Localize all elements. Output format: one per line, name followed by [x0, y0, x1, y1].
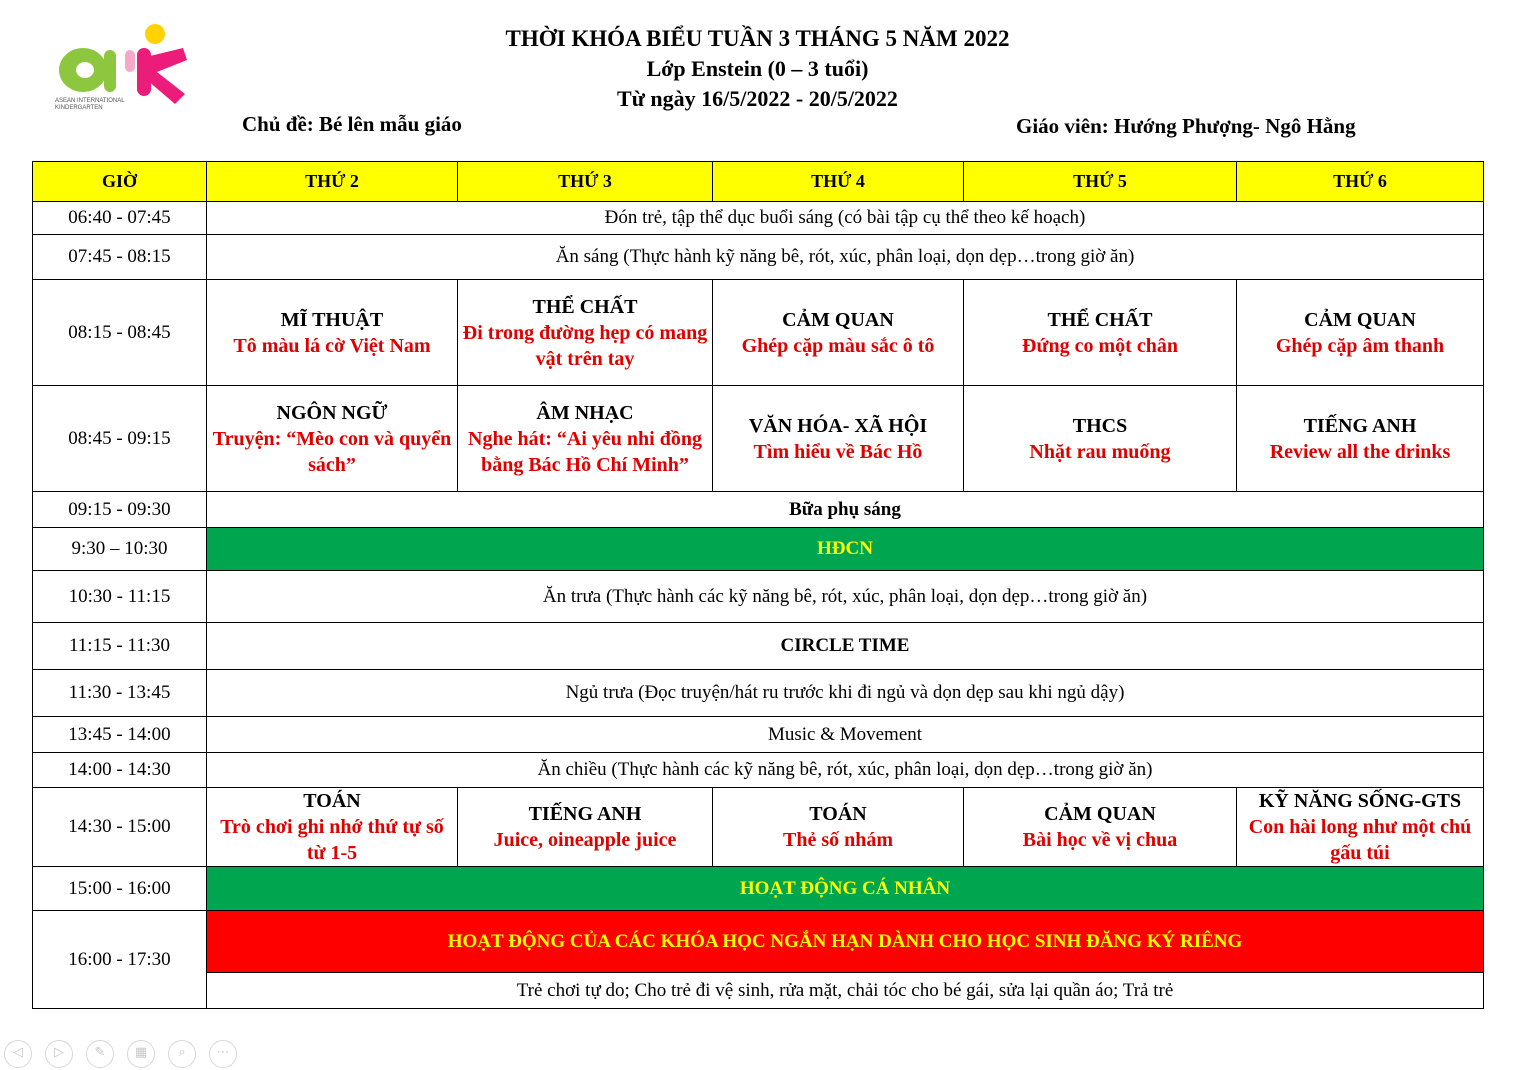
table-row — [33, 280, 1484, 386]
title-block — [420, 24, 1095, 114]
time-cell: 16:00 - 17:30 — [33, 911, 207, 1009]
table-row — [33, 386, 1484, 492]
col-header-fri: THỨ 6 — [1237, 162, 1484, 202]
lesson-cell — [1237, 788, 1484, 867]
time-cell: 06:40 - 07:45 — [33, 202, 207, 235]
activity-cell: Đón trẻ, tập thể dục buổi sáng (có bài tập cụ thể theo kế hoạch) — [207, 202, 1484, 235]
lesson-cell — [207, 386, 458, 492]
lesson-activity: Juice, oineapple juice — [493, 829, 677, 851]
lesson-activity: Tìm hiểu về Bác Hồ — [753, 440, 923, 463]
lesson-cell — [713, 280, 964, 386]
lesson-subject: CẢM QUAN — [1304, 308, 1416, 331]
time-cell: 9:30 – 10:30 — [33, 528, 207, 571]
lesson-subject: THỂ CHẤT — [1047, 308, 1153, 331]
table-row — [33, 571, 1484, 623]
svg-text:KINDERGARTEN: KINDERGARTEN — [55, 105, 103, 111]
table-row — [33, 235, 1484, 280]
activity-cell: Ngủ trưa (Đọc truyện/hát ru trước khi đi ngủ và dọn dẹp sau khi ngủ dậy) — [207, 670, 1484, 717]
lesson-activity: Ghép cặp màu sắc ô tô — [741, 334, 935, 357]
aix-logo — [55, 20, 195, 115]
slides-icon[interactable]: ▦ — [127, 1040, 155, 1068]
table-row — [33, 528, 1484, 571]
circle-time-cell: CIRCLE TIME — [207, 623, 1484, 670]
activity-cell: Ăn trưa (Thực hành các kỹ năng bê, rót, xúc, phân loại, dọn dẹp…trong giờ ăn) — [207, 571, 1484, 623]
col-header-mon: THỨ 2 — [207, 162, 458, 202]
lesson-cell — [207, 280, 458, 386]
time-cell: 07:45 - 08:15 — [33, 235, 207, 280]
lesson-activity: Bài học về vị chua — [1022, 829, 1178, 851]
activity-cell: Trẻ chơi tự do; Cho trẻ đi vệ sinh, rửa mặt, chải tóc cho bé gái, sửa lại quần áo; Trả trẻ — [207, 973, 1484, 1009]
table-row — [33, 202, 1484, 235]
lesson-activity: Đi trong đường hẹp có mang vật trên tay — [462, 321, 708, 370]
lesson-cell — [458, 788, 713, 867]
class-line: Lớp Enstein (0 – 3 tuổi) — [646, 56, 869, 81]
personal-activity-band: HOẠT ĐỘNG CÁ NHÂN — [207, 867, 1484, 911]
lesson-subject: ÂM NHẠC — [536, 401, 634, 424]
pen-icon[interactable]: ✎ — [86, 1040, 114, 1068]
lesson-cell — [1237, 386, 1484, 492]
lesson-subject: TOÁN — [809, 803, 867, 825]
more-icon[interactable]: ⋯ — [209, 1040, 237, 1068]
time-cell: 10:30 - 11:15 — [33, 571, 207, 623]
time-cell: 09:15 - 09:30 — [33, 492, 207, 528]
activity-cell: Music & Movement — [207, 717, 1484, 753]
activity-cell: Ăn sáng (Thực hành kỹ năng bê, rót, xúc, phân loại, dọn dẹp…trong giờ ăn) — [207, 235, 1484, 280]
lesson-activity: Ghép cặp âm thanh — [1275, 334, 1445, 357]
lesson-activity: Review all the drinks — [1269, 440, 1451, 463]
lesson-cell — [964, 280, 1237, 386]
lesson-cell — [458, 386, 713, 492]
lesson-activity: Truyện: “Mèo con và quyển sách” — [212, 427, 452, 476]
table-row — [33, 867, 1484, 911]
table-row — [33, 911, 1484, 973]
lesson-subject: TIẾNG ANH — [528, 803, 642, 825]
schedule-title: THỜI KHÓA BIỂU TUẦN 3 THÁNG 5 NĂM 2022 — [505, 26, 1010, 51]
lesson-cell — [964, 788, 1237, 867]
table-row — [33, 492, 1484, 528]
lesson-subject: THCS — [1072, 414, 1128, 437]
lesson-cell — [713, 386, 964, 492]
lesson-activity: Trò chơi ghi nhớ thứ tự số từ 1-5 — [220, 816, 444, 864]
time-cell: 15:00 - 16:00 — [33, 867, 207, 911]
lesson-cell — [964, 386, 1237, 492]
topic-label: Chủ đề: Bé lên mẫu giáo — [242, 112, 462, 136]
time-cell: 13:45 - 14:00 — [33, 717, 207, 753]
time-cell: 08:15 - 08:45 — [33, 280, 207, 386]
lesson-subject: MĨ THUẬT — [280, 308, 384, 331]
lesson-subject: NGÔN NGỮ — [276, 401, 388, 424]
slideshow-toolbar — [4, 1040, 246, 1070]
lesson-subject: THỂ CHẤT — [532, 295, 638, 318]
col-header-thu: THỨ 5 — [964, 162, 1237, 202]
table-row — [33, 623, 1484, 670]
activity-cell: Ăn chiều (Thực hành các kỹ năng bê, rót, xúc, phân loại, dọn dẹp…trong giờ ăn) — [207, 753, 1484, 788]
lesson-subject: VĂN HÓA- XÃ HỘI — [748, 414, 928, 437]
table-row — [33, 717, 1484, 753]
header-row — [33, 162, 1484, 202]
lesson-cell — [207, 788, 458, 867]
hdcn-band: HĐCN — [207, 528, 1484, 571]
table-row — [33, 788, 1484, 867]
lesson-cell — [713, 788, 964, 867]
lesson-cell — [458, 280, 713, 386]
lesson-activity: Thẻ số nhám — [782, 829, 894, 851]
lesson-cell — [1237, 280, 1484, 386]
time-cell: 11:30 - 13:45 — [33, 670, 207, 717]
snack-cell: Bữa phụ sáng — [207, 492, 1484, 528]
lesson-subject: KỸ NĂNG SỐNG-GTS — [1258, 790, 1462, 812]
lesson-activity: Con hài long như một chú gấu túi — [1248, 816, 1472, 864]
teacher-label: Giáo viên: Hướng Phượng- Ngô Hằng — [1016, 114, 1356, 138]
lesson-subject: CẢM QUAN — [1044, 803, 1156, 825]
table-row — [33, 973, 1484, 1009]
next-icon[interactable]: ▷ — [45, 1040, 73, 1068]
time-cell: 08:45 - 09:15 — [33, 386, 207, 492]
lesson-subject: TOÁN — [303, 790, 361, 812]
lesson-subject: CẢM QUAN — [782, 308, 894, 331]
col-header-tue: THỨ 3 — [458, 162, 713, 202]
lesson-activity: Tô màu lá cờ Việt Nam — [233, 334, 431, 357]
lesson-subject: TIẾNG ANH — [1303, 414, 1417, 437]
prev-icon[interactable]: ◁ — [4, 1040, 32, 1068]
schedule-table — [32, 161, 1484, 1009]
table-row — [33, 753, 1484, 788]
short-course-band: HOẠT ĐỘNG CỦA CÁC KHÓA HỌC NGẮN HẠN DÀNH CHO HỌC SINH ĐĂNG KÝ RIÊNG — [207, 911, 1484, 973]
time-cell: 14:00 - 14:30 — [33, 753, 207, 788]
svg-text:ASEAN INTERNATIONAL: ASEAN INTERNATIONAL — [55, 98, 125, 104]
zoom-icon[interactable]: ⌕ — [168, 1040, 196, 1068]
time-cell: 11:15 - 11:30 — [33, 623, 207, 670]
date-range: Từ ngày 16/5/2022 - 20/5/2022 — [617, 86, 898, 111]
col-header-wed: THỨ 4 — [713, 162, 964, 202]
lesson-activity: Đứng co một chân — [1022, 334, 1178, 357]
lesson-activity: Nghe hát: “Ai yêu nhi đồng bằng Bác Hồ Chí Minh” — [468, 427, 702, 476]
lesson-activity: Nhặt rau muống — [1029, 440, 1171, 463]
col-header-time: GIỜ — [33, 162, 207, 202]
time-cell: 14:30 - 15:00 — [33, 788, 207, 867]
table-row — [33, 670, 1484, 717]
